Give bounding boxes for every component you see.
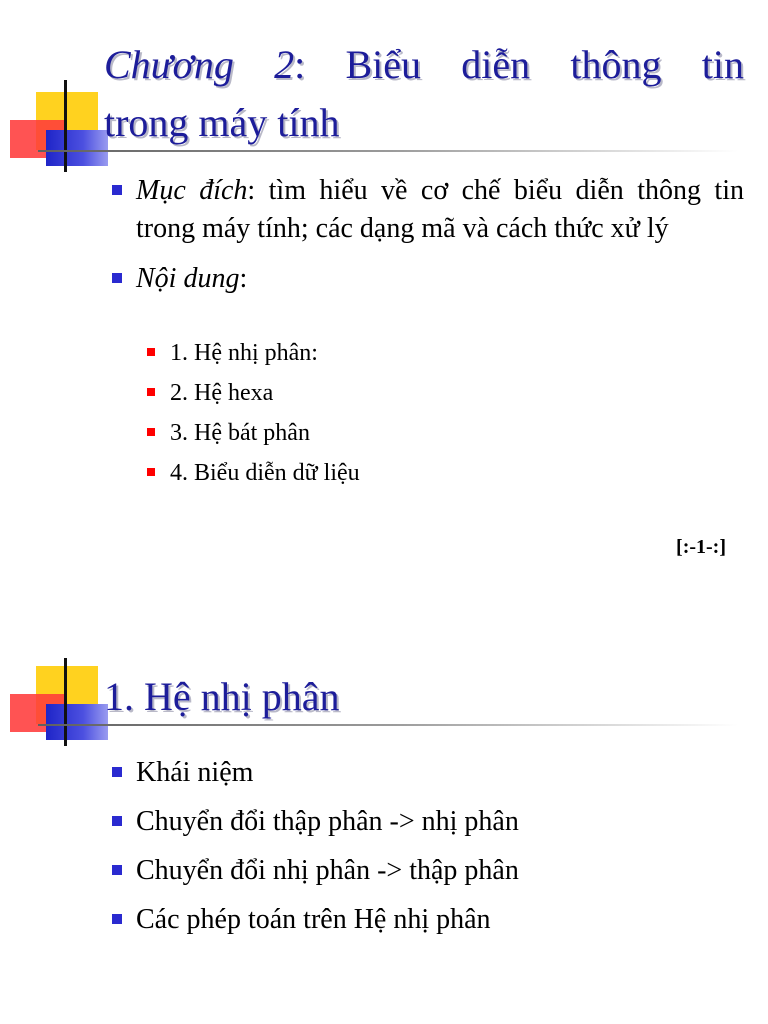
list-item — [108, 901, 744, 939]
logo-vertical-line — [64, 80, 67, 172]
sub-item — [144, 377, 704, 409]
bullet-purpose-label: Mục đích — [136, 175, 248, 206]
logo-blue-square — [46, 704, 108, 740]
slide-logo-icon — [0, 0, 110, 110]
sub-item-text: 3. Hệ bát phân — [170, 420, 310, 446]
sub-item-text: 1. Hệ nhị phân: — [170, 340, 318, 366]
square-bullet-icon — [112, 816, 122, 826]
sub-item — [144, 457, 704, 489]
bullet-content-colon: : — [239, 263, 248, 294]
sub-bullet-list — [144, 337, 704, 497]
list-item-text: Các phép toán trên Hệ nhị phân — [136, 904, 491, 935]
list-item — [108, 852, 744, 890]
red-square-bullet-icon — [147, 428, 155, 436]
square-bullet-icon — [112, 767, 122, 777]
title-line-1 — [104, 36, 744, 94]
square-bullet-icon — [112, 185, 122, 195]
red-square-bullet-icon — [147, 468, 155, 476]
main-bullet-list — [108, 172, 744, 312]
bullet-purpose-body: : tìm hiểu về cơ chế biểu diễn thông tin trong máy tính; các dạng mã và cách thức xử lý — [136, 175, 744, 244]
red-square-bullet-icon — [147, 388, 155, 396]
list-item-text: Chuyển đổi thập phân -> nhị phân — [136, 806, 519, 837]
slide-title: 1. Hệ nhị phân — [104, 674, 340, 719]
main-bullet-list — [108, 754, 744, 950]
sub-item-text: 4. Biểu diễn dữ liệu — [170, 460, 360, 486]
bullet-content-text — [136, 260, 744, 298]
sub-item — [144, 417, 704, 449]
list-item-text: Chuyển đổi nhị phân -> thập phân — [136, 855, 519, 886]
title-chapter: Chương 2 — [104, 42, 295, 87]
square-bullet-icon — [112, 914, 122, 924]
title-line-2: trong máy tính — [104, 100, 340, 145]
bullet-purpose-text — [136, 172, 744, 248]
sub-item-text: 2. Hệ hexa — [170, 380, 274, 406]
logo-vertical-line — [64, 658, 67, 746]
list-item — [108, 803, 744, 841]
slide-title — [104, 36, 744, 152]
bullet-content-label: Nội dung — [136, 263, 240, 294]
list-item-text: Khái niệm — [136, 757, 254, 788]
bullet-purpose — [108, 172, 744, 248]
bullet-content — [108, 260, 744, 298]
logo-blue-square — [46, 130, 108, 166]
slide-logo-icon — [0, 512, 110, 622]
square-bullet-icon — [112, 273, 122, 283]
list-item — [108, 754, 744, 792]
page-number: [:-1-:] — [676, 536, 726, 558]
sub-item — [144, 337, 704, 369]
slide-2 — [0, 512, 768, 1024]
square-bullet-icon — [112, 865, 122, 875]
title-line1-rest: : Biểu diễn thông tin — [294, 42, 745, 87]
red-square-bullet-icon — [147, 348, 155, 356]
